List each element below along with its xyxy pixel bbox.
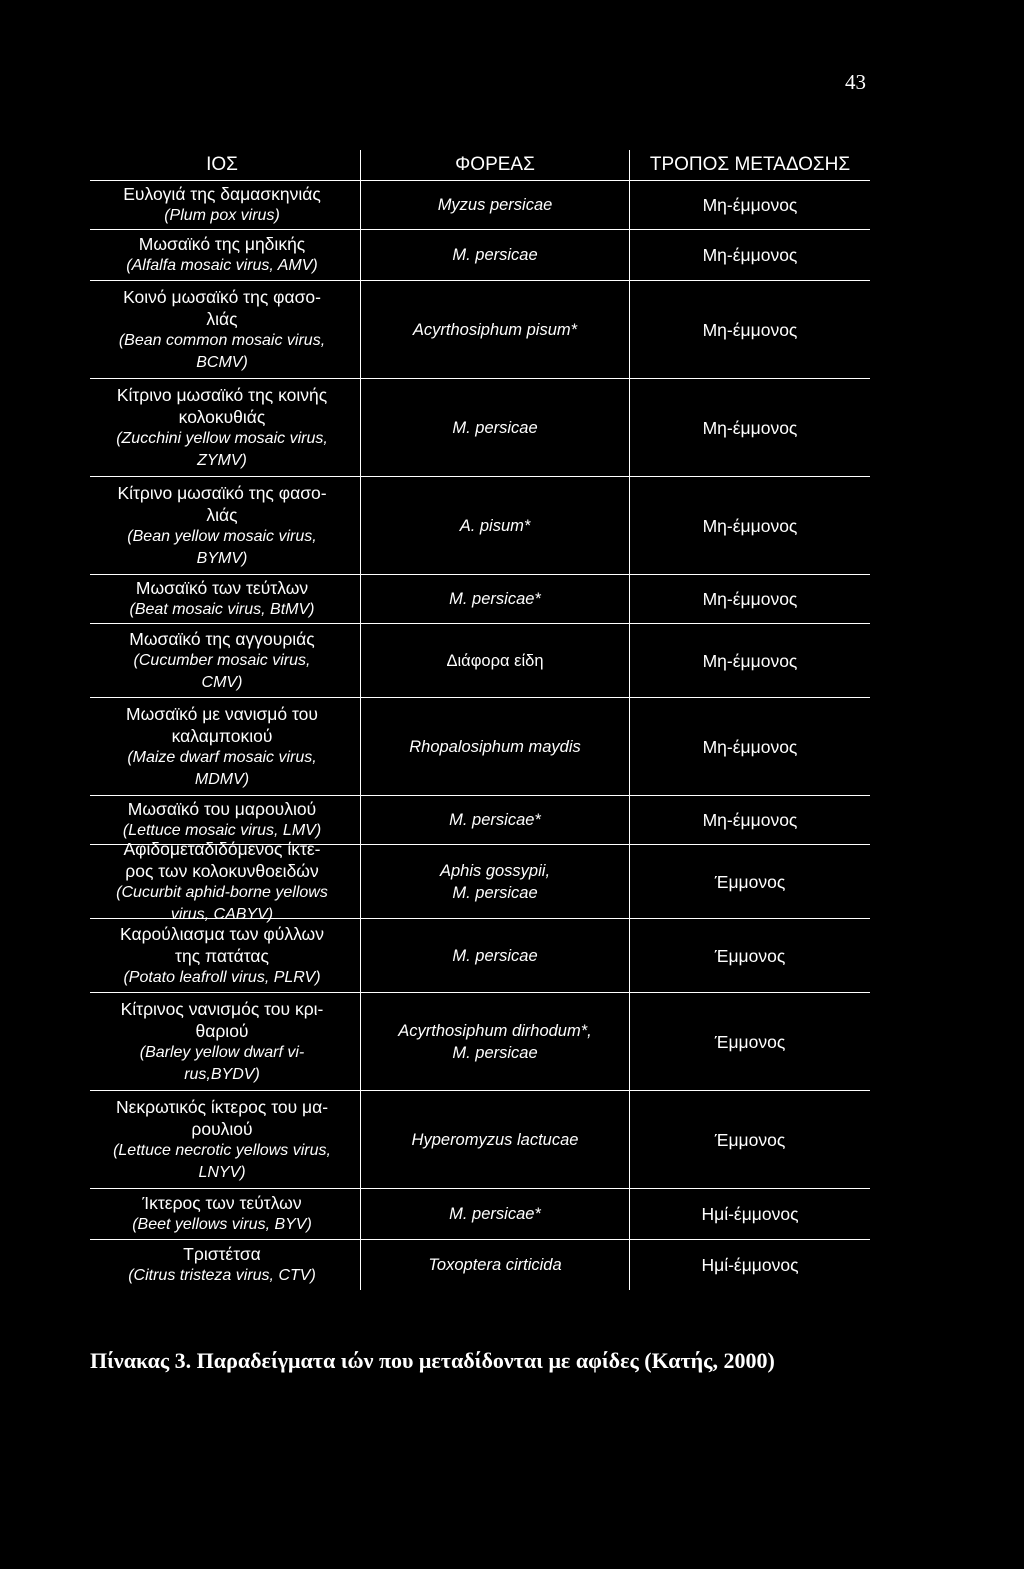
transmission-mode: Μη-έμμονος — [702, 319, 798, 340]
vector-name: Διάφορα είδη — [446, 651, 544, 670]
virus-greek-name: Κίτρινο μωσαϊκό της κοινής — [116, 384, 328, 405]
transmission-cell — [630, 477, 870, 574]
virus-cell — [90, 575, 360, 623]
transmission-cell — [630, 698, 870, 795]
vector-name: Acyrthosiphum dirhodum*, — [398, 1021, 592, 1040]
virus-latin-name: BYMV) — [196, 549, 248, 567]
vector-name: Rhopalosiphum maydis — [409, 737, 581, 756]
virus-cell — [90, 379, 360, 476]
virus-greek-name: Τριστέτσα — [183, 1244, 261, 1264]
virus-cell — [90, 993, 360, 1090]
virus-latin-name: LNYV) — [198, 1163, 246, 1181]
virus-latin-name: (Cucurbit aphid-borne yellows — [116, 883, 328, 901]
transmission-mode: Μη-έμμονος — [702, 195, 798, 215]
virus-latin-name: ZYMV) — [197, 451, 247, 469]
header-vector: ΦΟΡΕΑΣ — [360, 150, 630, 180]
virus-cell — [90, 1091, 360, 1188]
page-number: 43 — [845, 70, 866, 94]
table-row — [90, 574, 870, 623]
virus-greek-name: κολοκυθιάς — [178, 406, 266, 427]
vector-cell — [360, 698, 630, 795]
vector-name: Myzus persicae — [437, 196, 553, 214]
table-row — [90, 378, 870, 476]
virus-greek-name: Νεκρωτικός ίκτερος του μα- — [115, 1096, 329, 1117]
virus-latin-name: BCMV) — [196, 353, 248, 371]
transmission-cell — [630, 575, 870, 623]
vector-cell — [360, 281, 630, 378]
transmission-cell — [630, 1091, 870, 1188]
vector-name: M. persicae — [452, 418, 538, 437]
vector-cell — [360, 919, 630, 992]
virus-latin-name: CMV) — [201, 673, 243, 691]
virus-greek-name: λιάς — [206, 308, 238, 329]
virus-greek-name: ρος των κολοκυνθοειδών — [125, 860, 319, 881]
transmission-cell — [630, 379, 870, 476]
vector-cell — [360, 845, 630, 918]
virus-greek-name: λιάς — [206, 504, 238, 525]
vector-cell — [360, 624, 630, 697]
table-row — [90, 280, 870, 378]
virus-greek-name: Αφιδομεταδιδόμενος ίκτε- — [123, 838, 321, 859]
virus-greek-name: Ευλογιά της δαμασκηνιάς — [123, 184, 321, 204]
virus-latin-name: (Citrus tristeza virus, CTV) — [128, 1267, 316, 1284]
transmission-cell — [630, 624, 870, 697]
virus-greek-name: Μωσαϊκό του μαρουλιού — [127, 799, 317, 819]
table-header-row — [90, 150, 870, 180]
virus-greek-name: καλαμποκιού — [171, 725, 273, 746]
vector-name: M. persicae — [452, 246, 538, 264]
transmission-cell — [630, 845, 870, 918]
virus-cell — [90, 181, 360, 229]
virus-latin-name: (Beat mosaic virus, BtMV) — [129, 601, 315, 618]
virus-greek-name: Καρούλιασμα των φύλλων — [120, 923, 324, 944]
table-body — [90, 180, 870, 1290]
virus-greek-name: Κίτρινος νανισμός του κρι- — [120, 998, 324, 1019]
table-row — [90, 1090, 870, 1188]
transmission-cell — [630, 230, 870, 280]
virus-cell — [90, 919, 360, 992]
vector-name: Hyperomyzus lactucae — [411, 1130, 579, 1149]
vector-name: Toxoptera cirticida — [428, 1256, 562, 1274]
virus-greek-name: Μωσαϊκό με νανισμό του — [126, 703, 318, 724]
virus-cell — [90, 230, 360, 280]
table-row — [90, 918, 870, 992]
table-row — [90, 623, 870, 697]
table-row — [90, 697, 870, 795]
table-caption: Πίνακας 3. Παραδείγματα ιών που μεταδίδονται με αφίδες (Κατής, 2000) — [90, 1348, 775, 1373]
transmission-mode: Ημί-έμμονος — [701, 1204, 799, 1224]
transmission-cell — [630, 281, 870, 378]
table-row — [90, 992, 870, 1090]
table-row — [90, 180, 870, 229]
transmission-cell — [630, 181, 870, 229]
virus-cell — [90, 1189, 360, 1239]
virus-greek-name: Κίτρινο μωσαϊκό της φασο- — [117, 482, 327, 503]
vector-cell — [360, 575, 630, 623]
vector-cell — [360, 1240, 630, 1290]
header-virus: ΙΟΣ — [206, 154, 238, 175]
vector-cell — [360, 1189, 630, 1239]
virus-latin-name: (Plum pox virus) — [164, 207, 280, 224]
vector-cell — [360, 379, 630, 476]
virus-latin-name: rus,BYDV) — [184, 1065, 260, 1083]
table-row — [90, 1239, 870, 1290]
transmission-mode: Έμμονος — [714, 1031, 786, 1052]
virus-greek-name: της πατάτας — [175, 945, 269, 966]
vector-cell — [360, 230, 630, 280]
transmission-mode: Μη-έμμονος — [702, 417, 798, 438]
virus-latin-name: (Zucchini yellow mosaic virus, — [116, 429, 328, 447]
vector-name: A. pisum* — [459, 516, 531, 535]
virus-latin-name: (Barley yellow dwarf vi- — [139, 1043, 305, 1061]
vector-name: M. persicae* — [449, 590, 541, 608]
vector-cell — [360, 1091, 630, 1188]
virus-latin-name: (Lettuce mosaic virus, LMV) — [122, 822, 322, 839]
vector-name: Acyrthosiphum pisum* — [412, 320, 578, 339]
virus-greek-name: θαριού — [195, 1020, 249, 1041]
vector-cell — [360, 181, 630, 229]
virus-greek-name: Κοινό μωσαϊκό της φασο- — [123, 286, 321, 307]
virus-latin-name: MDMV) — [194, 770, 250, 788]
header-transmission: ΤΡΟΠΟΣ ΜΕΤΑΔΟΣΗΣ — [649, 154, 851, 175]
transmission-mode: Μη-έμμονος — [702, 515, 798, 536]
transmission-cell — [630, 796, 870, 844]
virus-cell — [90, 477, 360, 574]
vector-name: Aphis gossypii, — [439, 861, 551, 880]
transmission-mode: Έμμονος — [714, 871, 786, 892]
virus-greek-name: Ίκτερος των τεύτλων — [142, 1193, 302, 1213]
transmission-mode: Μη-έμμονος — [702, 589, 798, 609]
virus-cell — [90, 838, 360, 923]
transmission-mode: Έμμονος — [714, 945, 786, 966]
virus-greek-name: ρουλιού — [191, 1118, 253, 1139]
virus-cell — [90, 624, 360, 697]
virus-greek-name: Μωσαϊκό της μηδικής — [138, 234, 306, 254]
transmission-cell — [630, 1240, 870, 1290]
table-row — [90, 838, 870, 923]
virus-cell — [90, 698, 360, 795]
table-row — [90, 1188, 870, 1239]
virus-cell — [90, 1240, 360, 1290]
vector-name: M. persicae — [452, 946, 538, 965]
vector-name: M. persicae — [452, 1043, 538, 1062]
vector-cell — [360, 993, 630, 1090]
transmission-cell — [630, 919, 870, 992]
virus-latin-name: (Potato leafroll virus, PLRV) — [123, 968, 321, 986]
virus-latin-name: (Beet yellows virus, BYV) — [132, 1216, 312, 1233]
vector-cell — [360, 477, 630, 574]
virus-greek-name: Μωσαϊκό των τεύτλων — [135, 578, 309, 598]
vector-name: M. persicae — [452, 883, 538, 902]
vector-name: M. persicae* — [449, 811, 541, 829]
virus-latin-name: (Bean common mosaic virus, — [118, 331, 326, 349]
virus-latin-name: (Maize dwarf mosaic virus, — [127, 748, 317, 766]
virus-latin-name: (Bean yellow mosaic virus, — [127, 527, 317, 545]
transmission-mode: Έμμονος — [714, 1129, 786, 1150]
transmission-mode: Ημί-έμμονος — [701, 1255, 799, 1275]
virus-cell — [90, 281, 360, 378]
transmission-cell — [630, 1189, 870, 1239]
transmission-cell — [630, 993, 870, 1090]
table-row — [90, 476, 870, 574]
virus-latin-name: (Lettuce necrotic yellows virus, — [113, 1141, 331, 1159]
transmission-mode: Μη-έμμονος — [702, 650, 798, 671]
transmission-mode: Μη-έμμονος — [702, 736, 798, 757]
transmission-mode: Μη-έμμονος — [702, 245, 798, 265]
virus-latin-name: (Alfalfa mosaic virus, AMV) — [126, 257, 318, 274]
table-row — [90, 229, 870, 280]
vector-name: M. persicae* — [449, 1205, 541, 1223]
virus-latin-name: (Cucumber mosaic virus, — [133, 651, 311, 669]
transmission-mode: Μη-έμμονος — [702, 810, 798, 830]
virus-latin-name: virus, CABYV) — [170, 905, 274, 923]
virus-greek-name: Μωσαϊκό της αγγουριάς — [129, 628, 315, 649]
virus-table — [90, 150, 870, 1290]
vector-cell — [360, 796, 630, 844]
